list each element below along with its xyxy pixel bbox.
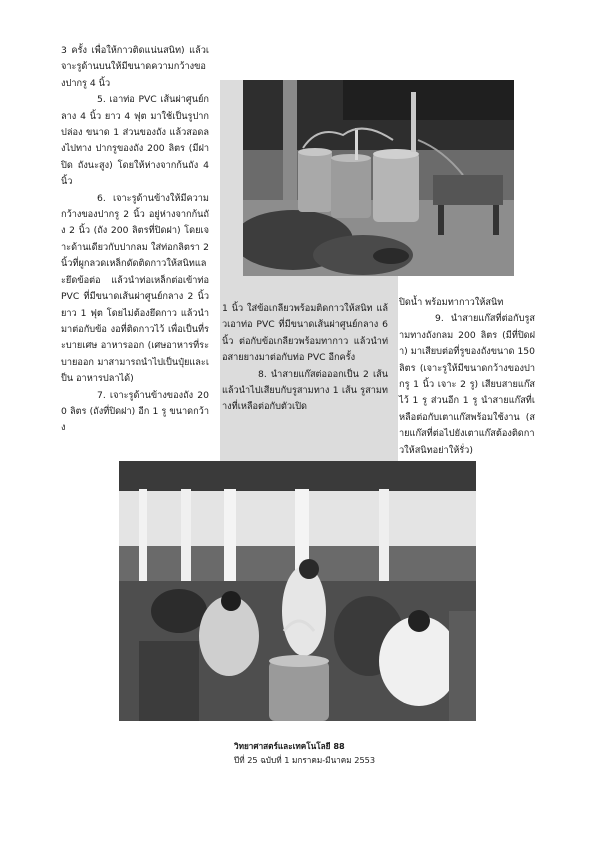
paragraph-step-6: 6. เจาะรูด้านข้างให้มีความกว้างของปากรู 2 นิ้ว อยู่ห่างจากก้นถัง 2 นิ้ว (ถัง 200 ลิตรที่ปิดฝา) โดยเจาะด้านเดียวกับปากลม ใส่ท่อกลิตรา 2 นิ้วที่ผูกลวดเหล็กดัดติดกาวให้สนิทและยึดข้อต่อ แล้วนำท่อเหล็กต่อเข้าท่อ PVC ที่มีขนาดเส้นผ่าศูนย์กลาง 2 นิ้ว ยาว 1 ฟุต โดยไม่ต้องยึดกาว แล้วนำมาต่อกับข้อ งอที่ติดกาวไว้ เพื่อเป็นที่ระบายเศษ อาหารออก (เศษอาหารที่ระบายออก มาสามารถนำไปเป็นปุ๋ยและเป็น อาหารปลาได้) [61,192,209,385]
text-column-right [399,295,535,459]
photo-training-group [119,461,476,721]
footer-issue-info: ปีที่ 25 ฉบับที่ 1 มกราคม-มีนาคม 2553 [234,755,376,765]
paragraph-step-9: 9. นำสายแก๊สที่ต่อกับรูสามทางถังกลม 200 ลิตร (มีที่ปิดฝา) มาเสียบต่อที่รูของถังขนาด 150 ลิตร (เจาะรูให้มีขนาดกว้างของปากรู 1 นิ้ว เจาะ 2 รู) เสียบสายแก๊สไว้ 1 รู ส่วนอีก 1 รู นำสายแก๊สที่เหลือต่อกับเตาแก๊สพร้อมใช้งาน (สายแก๊สที่ต่อไปยังเตาแก๊สต้องติดกาวให้สนิทอย่าให้รั่ว) [399,313,535,456]
paragraph-step-7: 7. เจาะรูด้านข้างของถัง 200 ลิตร (ถังที่ปิดฝา) อีก 1 รู ขนาดกว้าง [61,389,209,434]
paragraph-step-8: 8. นำสายแก๊สต่อออกเป็น 2 เส้น แล้วนำไปเสียบกับรูสามทาง 1 เส้น รูสามทางที่เหลือต่อกับตัวเปิด [222,368,388,413]
paragraph: 1 นิ้ว ใส่ข้อเกลียวพร้อมติดกาวให้สนิท แล้วเอาท่อ PVC ที่มีขนาดเส้นผ่าศูนย์กลาง 6 นิ้ว ต่อกับข้อเกลียวพร้อมทากาว แล้วนำท่อสายยางมาต่อกับท่อ PVC อีกครั้ง [222,303,388,364]
paragraph: ปิดน้ำ พร้อมทากาวให้สนิท [399,297,504,308]
footer-journal-title: วิทยาศาสตร์และเทคโนโลยี 88 [234,741,345,751]
biogas-tanks-illustration [243,80,514,276]
text-column-left [61,43,209,437]
training-group-illustration [119,461,476,721]
photo-biogas-tanks [243,80,514,276]
paragraph-step-5: 5. เอาท่อ PVC เส้นผ่าศูนย์กลาง 4 นิ้ว ยาว 4 ฟุต มาใช้เป็นรูปากปล่อง ขนาด 1 ส่วนของถัง แล้วสอดลงไปทาง ปากรูของถัง 200 ลิตร (มีฝาปิด ถังนะสูง) โดยให้ห่างจากก้นถัง 4 นิ้ว [61,94,209,188]
paragraph: 3 ครั้ง เพื่อให้กาวติดแน่นสนิท) แล้วเจาะรูด้านบนให้มีขนาดความกว้างของปากรู 4 นิ้ว [61,45,209,89]
text-column-middle [222,301,388,416]
